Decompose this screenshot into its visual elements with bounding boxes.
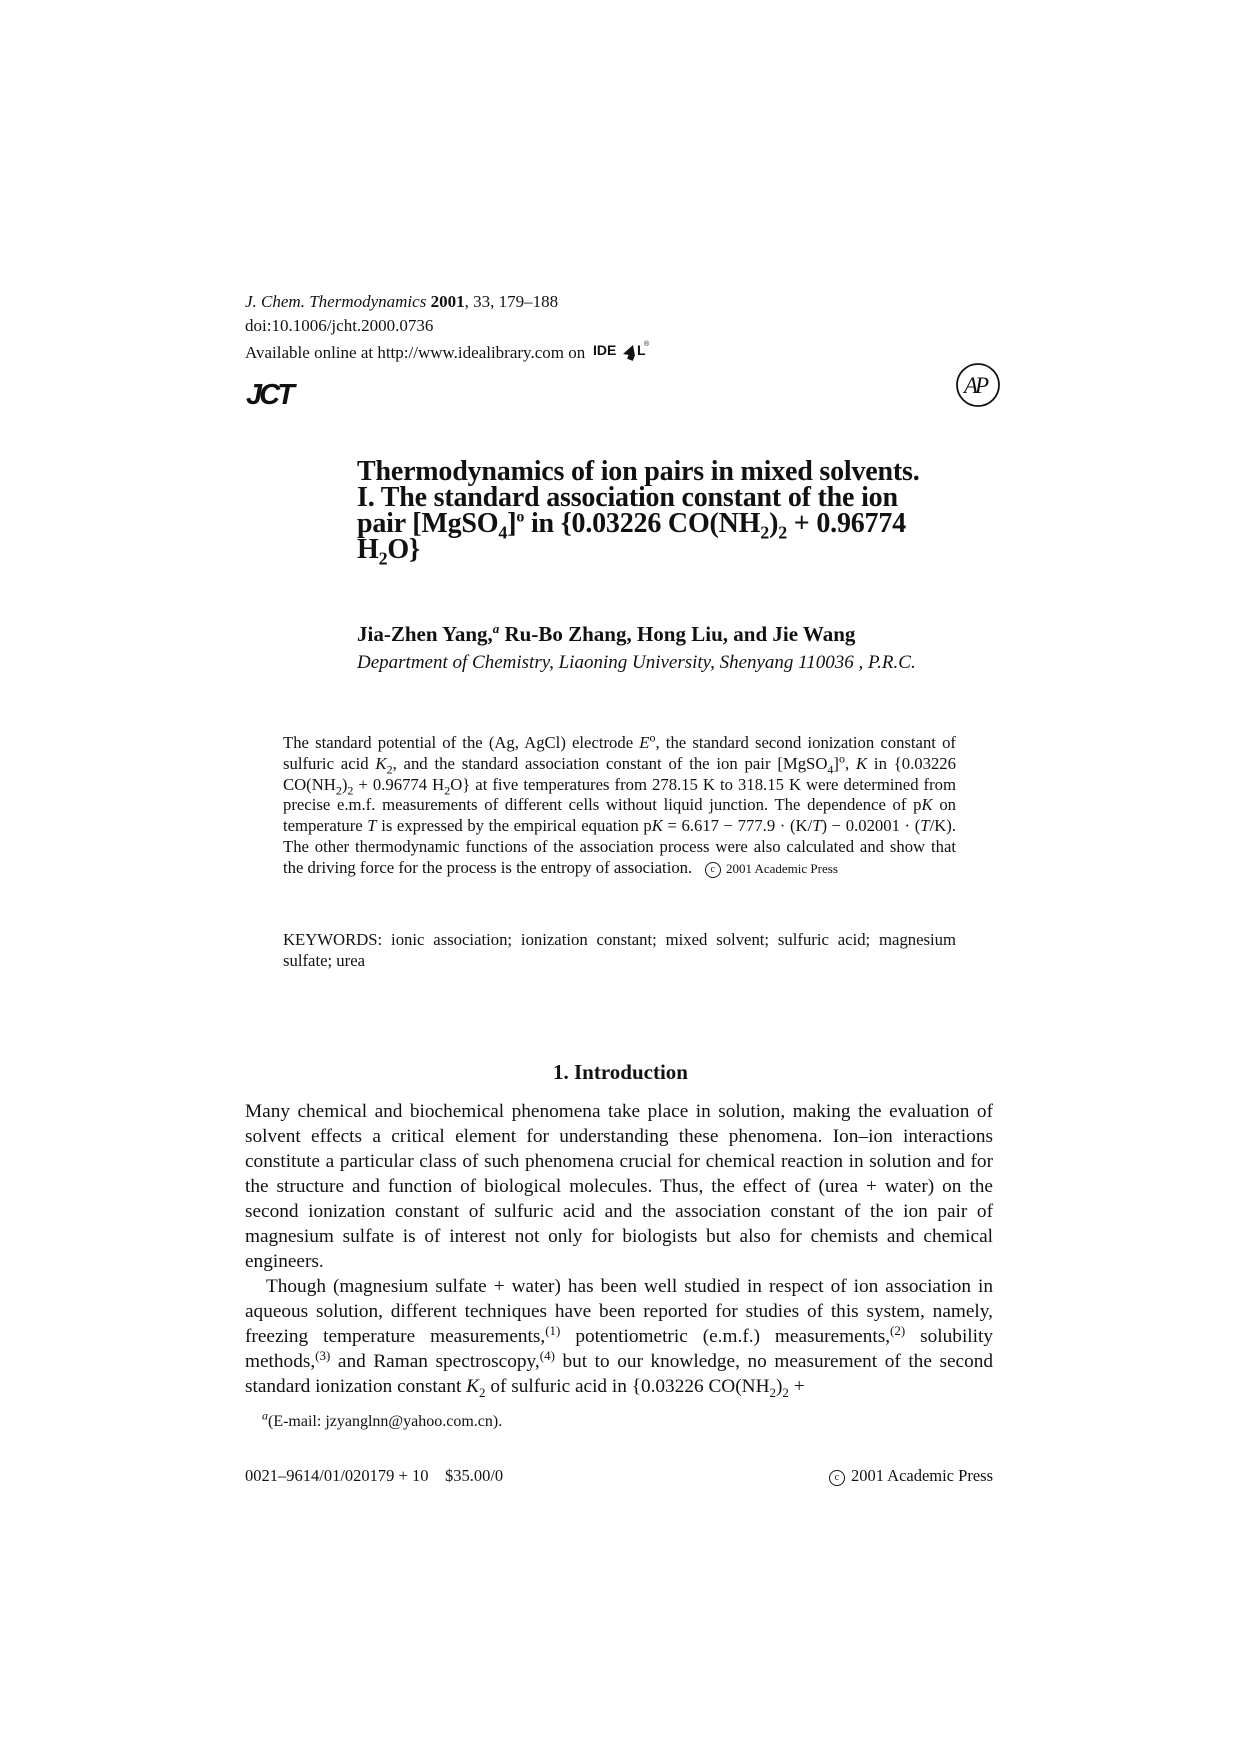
jct-logo-icon bbox=[246, 378, 302, 408]
citation-ref-2: (2) bbox=[890, 1323, 906, 1338]
availability-line bbox=[245, 339, 651, 365]
author-footnote-mark: a bbox=[492, 621, 500, 636]
svg-text:L: L bbox=[637, 342, 647, 358]
author-footnote: $^a$(E-mail: jzyanglnn@yahoo.com.cn). bbox=[262, 1408, 503, 1430]
citation-ref-1: (1) bbox=[545, 1323, 561, 1338]
svg-text:A: A bbox=[964, 373, 979, 398]
journal-year: 2001 bbox=[430, 292, 465, 311]
citation-ref-3: (3) bbox=[315, 1348, 331, 1363]
copyright-icon: c bbox=[705, 862, 721, 878]
intro-paragraph-1: Many chemical and biochemical phenomena take place in solution, making the evaluation of solvent effects a critical element for understanding these phenomena. Ion–ion interactions constitute a particular class of such phenomena crucial for chemical reaction in solution and for the structure and function of biological molecules. Thus, the effect of (urea + water) on the second ionization constant of sulfuric acid and the association constant of the ion pair of magnesium sulfate is of interest not only for biologists but also for chemists and chemical engineers. bbox=[245, 1101, 993, 1272]
copyright-icon: c bbox=[829, 1470, 845, 1486]
academic-press-logo-icon bbox=[955, 362, 1001, 408]
section-heading-introduction: 1. Introduction bbox=[553, 1060, 688, 1084]
journal-volume-pages: , 33, 179–188 bbox=[464, 292, 559, 311]
citation-ref-4: (4) bbox=[539, 1348, 555, 1363]
abstract: The standard potential of the (Ag, AgCl) electrode $E^o$, the standard second ionization constant of sulfuric acid $K_2$, and the standard association constant of the ion pair [MgSO$_4$]$^o$, K in {0.03226 $CO(NH_2)_2 + 0.96774$ $H_2O$} at five temperatures from 278.15 K to 318.15 K were determined from precise e.m.f. measurements of different cells without liquid junction. The dependence of pK on temperature T is expressed by the empirical equation pK = 6.617 − 777.9 · (K/T) − 0.02001 · (T/K). The other thermodynamic functions of the association process were also calculated and show that the driving force for the process is the entropy of association. c 2001 Academic Press bbox=[283, 730, 956, 877]
svg-text:IDE: IDE bbox=[593, 342, 617, 358]
title-line-3: pair [MgSO$_4$]$^o$ in {0.03226 $CO(NH_2)_2 + 0.96774$ bbox=[357, 508, 906, 543]
keywords: KEYWORDS: ionic association; ionization constant; mixed solvent; sulfuric acid; magnesium sulfate; urea bbox=[283, 930, 956, 970]
svg-text:JCT: JCT bbox=[246, 379, 292, 408]
title-line-4: $H_2O$} bbox=[357, 534, 420, 569]
title-line-2: I. The standard association constant of the ion bbox=[357, 482, 898, 513]
abstract-copyright: c 2001 Academic Press bbox=[705, 861, 838, 876]
journal-name: J. Chem. Thermodynamics bbox=[245, 292, 427, 311]
svg-text:®: ® bbox=[644, 341, 650, 348]
title-line-1: Thermodynamics of ion pairs in mixed solvents. bbox=[357, 456, 920, 487]
doi: doi:10.1006/jcht.2000.0736 bbox=[245, 316, 434, 335]
availability-text: Available online at http://www.idealibrary.com on bbox=[245, 343, 586, 362]
introduction-body bbox=[245, 1099, 993, 1399]
journal-citation bbox=[245, 290, 558, 314]
article-title bbox=[357, 456, 977, 569]
affiliation: Department of Chemistry, Liaoning University, Shenyang 110036 , P.R.C. bbox=[357, 652, 916, 673]
author-list: Jia-Zhen Yang,$^a$ Ru-Bo Zhang, Hong Liu, and Jie Wang bbox=[357, 621, 856, 646]
footer-code: 0021–9614/01/020179 + 10 $35.00/0 bbox=[245, 1466, 504, 1485]
footer-copyright: c 2001 Academic Press bbox=[829, 1466, 993, 1486]
svg-text:P: P bbox=[975, 373, 990, 398]
ideal-logo-icon bbox=[593, 339, 651, 361]
intro-paragraph-2: Though (magnesium sulfate + water) has been well studied in respect of ion association in aqueous solution, different techniques have been reported for studies of this system, namely, freezing temperature measurements,$^{(1)}$ potentiometric (e.m.f.) measurements,$^{(2)}$ solubility methods,$^{(3)}$ and Raman spectroscopy,$^{(4)}$ but to our knowledge, no measurement of the second standard ionization constant $K_2$ of sulfuric acid in {0.03226 $CO(NH_2)_2$ + bbox=[245, 1276, 994, 1400]
